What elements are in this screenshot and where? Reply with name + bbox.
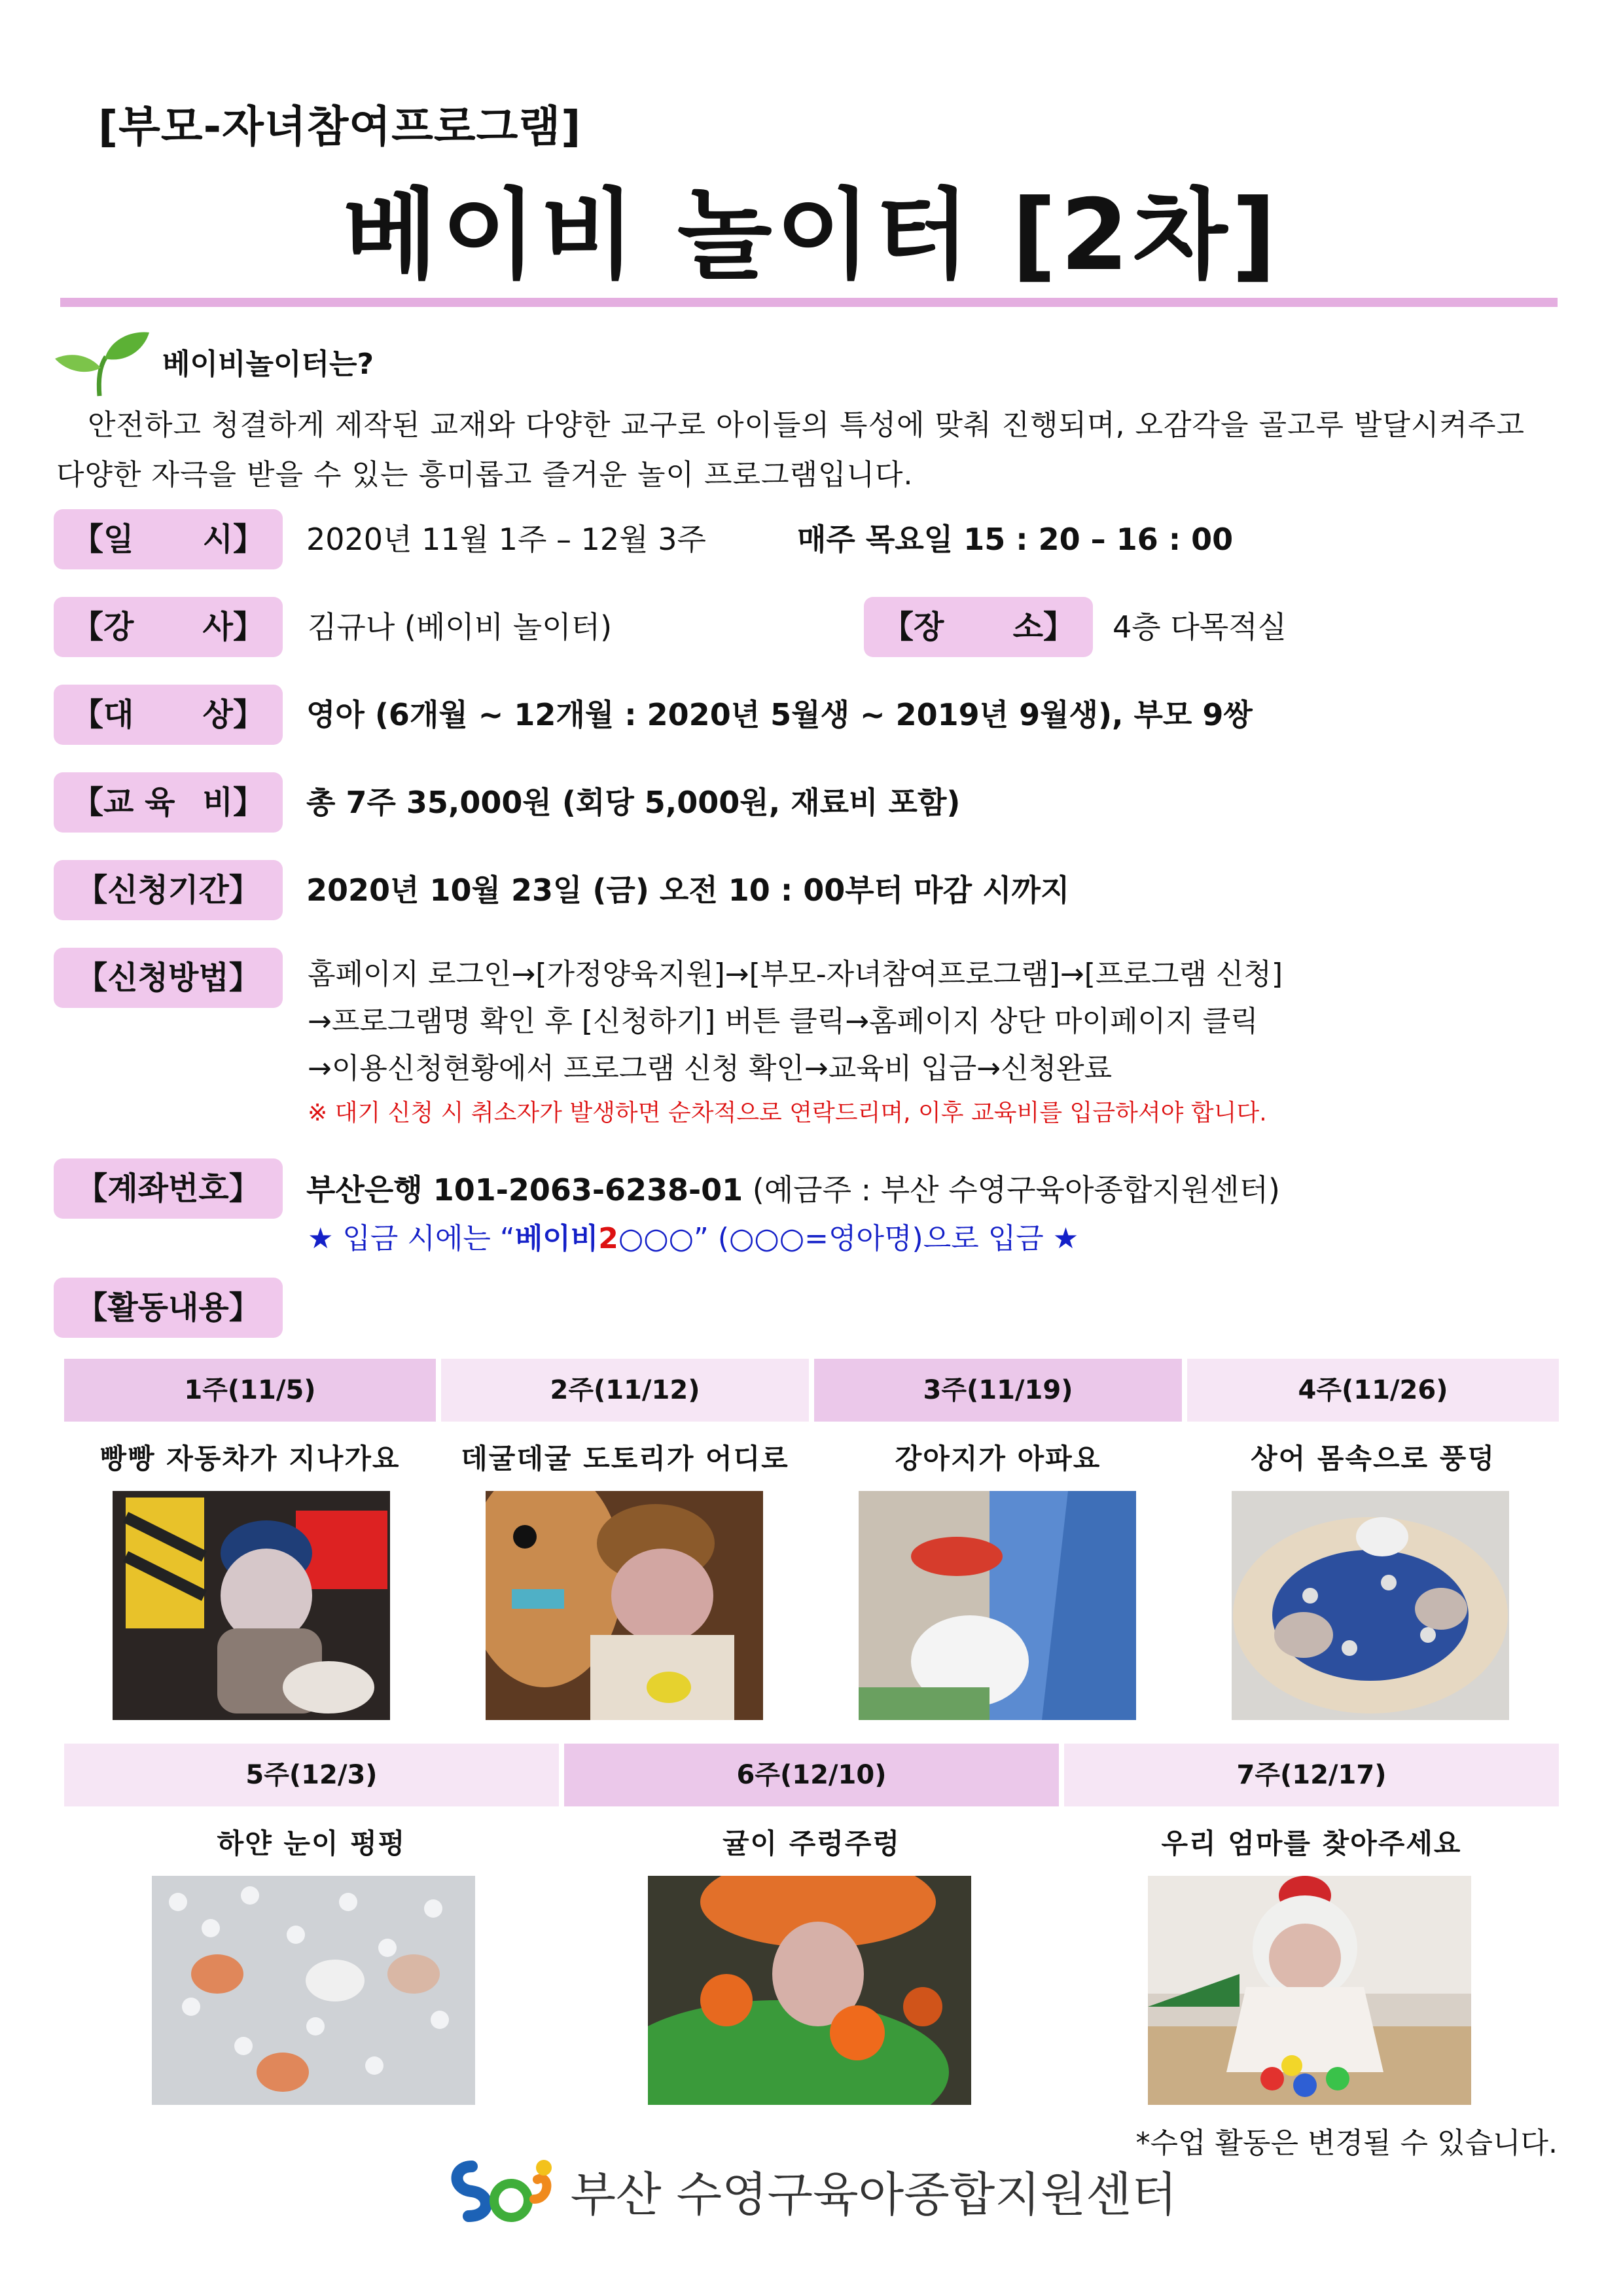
week-3-photo bbox=[859, 1491, 1136, 1720]
week-1-header: 1주(11/5) bbox=[64, 1359, 436, 1422]
week-5-header: 5주(12/3) bbox=[64, 1744, 559, 1806]
week-3-header: 3주(11/19) bbox=[814, 1359, 1182, 1422]
activity-label: 【활동내용】 bbox=[54, 1278, 283, 1338]
intro-text: 안전하고 청결하게 제작된 교재와 다양한 교구로 아이들의 특성에 맞춰 진행되며, 오감각을 골고루 발달시켜주고 다양한 자극을 받을 수 있는 흥미롭고 즐거운 놀이 프로그램입니다. bbox=[56, 408, 1525, 492]
schedule-dates: 2020년 11월 1주 – 12월 3주 bbox=[306, 522, 706, 557]
week-4-title: 상어 몸속으로 풍덩 bbox=[1251, 1443, 1495, 1475]
center-name: 부산 수영구육아종합지원센터 bbox=[570, 2167, 1177, 2222]
center-logo-icon bbox=[446, 2153, 557, 2228]
week-2-header: 2주(11/12) bbox=[441, 1359, 809, 1422]
place-value: 4층 다목적실 bbox=[1113, 609, 1287, 645]
week-7-title: 우리 엄마를 찾아주세요 bbox=[1161, 1827, 1462, 1859]
waitlist-notice: ※ 대기 신청 시 취소자가 발생하면 순차적으로 연락드리며, 이후 교육비를 입금하셔야 합니다. bbox=[308, 1100, 1267, 1126]
intro-heading: 베이비놀이터는? bbox=[162, 348, 374, 381]
week-2-title: 데굴데굴 도토리가 어디로 bbox=[461, 1443, 789, 1475]
week-4-photo bbox=[1232, 1491, 1509, 1720]
week-5-title: 하얀 눈이 펑펑 bbox=[217, 1827, 406, 1859]
period-value: 2020년 10월 23일 (금) 오전 10 : 00부터 마감 시까지 bbox=[306, 872, 1070, 908]
sprout-icon bbox=[52, 327, 151, 399]
title-divider bbox=[60, 298, 1558, 307]
week-1-title: 빵빵 자동차가 지나가요 bbox=[99, 1443, 401, 1475]
week-6-photo bbox=[648, 1876, 971, 2105]
method-step-1: 홈페이지 로그인→[가정양육지원]→[부모-자녀참여프로그램]→[프로그램 신청] bbox=[308, 958, 1283, 991]
place-label: 【장 소】 bbox=[864, 597, 1093, 657]
account-label: 【계좌번호】 bbox=[54, 1158, 283, 1219]
method-label: 【신청방법】 bbox=[54, 948, 283, 1008]
schedule-time: 매주 목요일 15 : 20 – 16 : 00 bbox=[797, 522, 1234, 557]
instructor-label: 【강 사】 bbox=[54, 597, 283, 657]
week-4-header: 4주(11/26) bbox=[1187, 1359, 1559, 1422]
target-value: 영아 (6개월 ~ 12개월 : 2020년 5월생 ~ 2019년 9월생), 부모 9쌍 bbox=[306, 697, 1253, 732]
account-number: 부산은행 101-2063-6238-01 bbox=[306, 1172, 743, 1208]
schedule-label: 【일 시】 bbox=[54, 509, 283, 569]
instructor-value: 김규나 (베이비 놀이터) bbox=[308, 609, 613, 645]
target-label: 【대 상】 bbox=[54, 685, 283, 745]
week-5-photo bbox=[152, 1876, 475, 2105]
footer bbox=[0, 2153, 1623, 2228]
fee-value: 총 7주 35,000원 (회당 5,000원, 재료비 포함) bbox=[306, 785, 961, 820]
account-holder: (예금주 : 부산 수영구육아종합지원센터) bbox=[752, 1172, 1280, 1208]
week-7-photo bbox=[1148, 1876, 1471, 2105]
fee-label: 【교 육 비】 bbox=[54, 772, 283, 833]
week-1-photo bbox=[113, 1491, 390, 1720]
deposit-note: ★ 입금 시에는 “베이비2○○○” (○○○=영아명)으로 입금 ★ bbox=[308, 1222, 1079, 1255]
week-3-title: 강아지가 아파요 bbox=[895, 1443, 1101, 1475]
account-value bbox=[306, 1166, 1280, 1210]
program-category: [부모-자녀참여프로그램] bbox=[98, 101, 582, 152]
week-6-title: 귤이 주렁주렁 bbox=[722, 1827, 901, 1859]
period-label: 【신청기간】 bbox=[54, 860, 283, 920]
change-notice: *수업 활동은 변경될 수 있습니다. bbox=[1135, 2126, 1558, 2160]
week-6-header: 6주(12/10) bbox=[564, 1744, 1059, 1806]
page-title: 베이비 놀이터 [2차] bbox=[342, 179, 1281, 293]
method-step-3: →이용신청현황에서 프로그램 신청 확인→교육비 입금→신청완료 bbox=[308, 1052, 1113, 1085]
method-step-2: →프로그램명 확인 후 [신청하기] 버튼 클릭→홈페이지 상단 마이페이지 클릭 bbox=[308, 1005, 1258, 1038]
week-7-header: 7주(12/17) bbox=[1064, 1744, 1559, 1806]
week-2-photo bbox=[486, 1491, 763, 1720]
